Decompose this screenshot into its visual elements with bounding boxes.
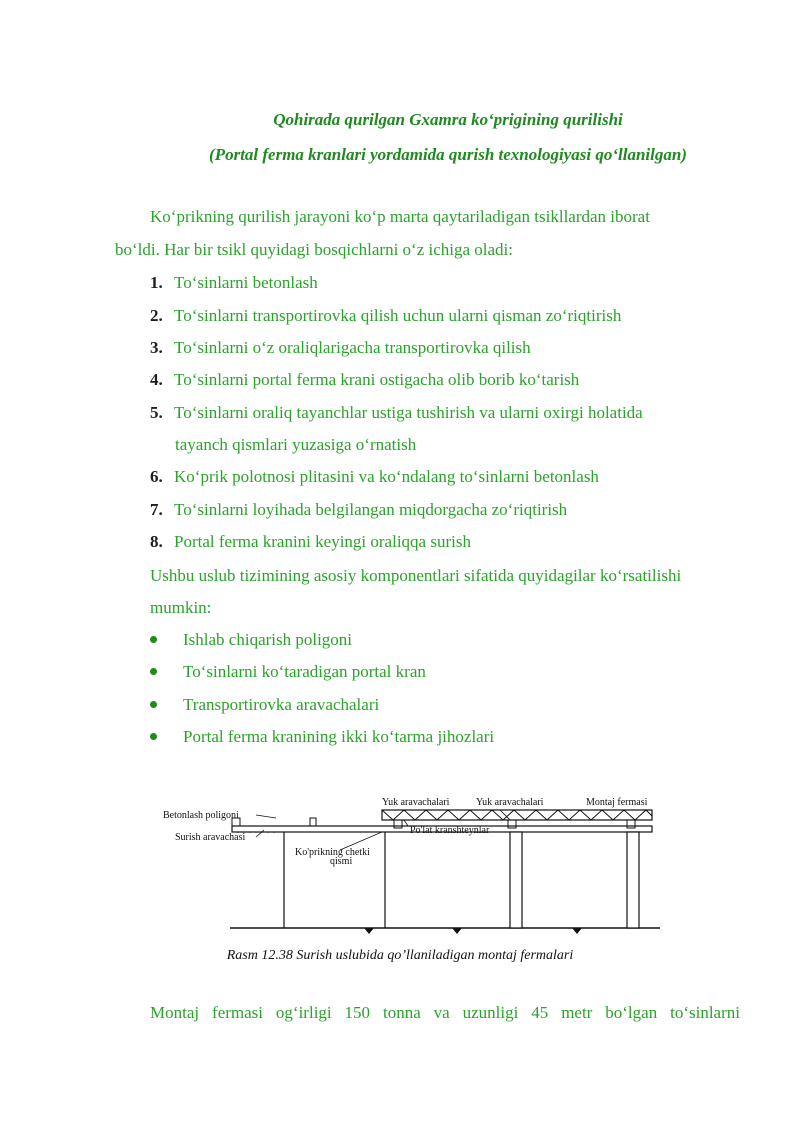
component-list-item xyxy=(150,630,352,650)
step-number: 8. xyxy=(150,532,163,551)
label-koprik-chetki-1: Ko'prikning chetki xyxy=(295,847,370,858)
ground-marker xyxy=(364,928,374,934)
step-item xyxy=(150,306,621,326)
component-list-item xyxy=(150,695,379,715)
step-item xyxy=(150,338,531,358)
figure-caption: Rasm 12.38 Surish uslubida qo’llaniladigan montaj fermalari xyxy=(226,948,574,963)
bridge-launching-figure xyxy=(150,790,670,940)
document-title: Qohirada qurilgan Gxamra ko‘prigining qurilishi xyxy=(273,110,623,129)
step-text: To‘sinlarni transportirovka qilish uchun ularni qisman zo‘riqtirish xyxy=(174,306,622,325)
label-koprik-chetki-2: qismi xyxy=(330,856,353,867)
ground-marker xyxy=(572,928,582,934)
step-text: To‘sinlarni oraliq tayanchlar ustiga tushirish va ularni oxirgi holatida xyxy=(174,403,643,422)
label-montaj-fermasi: Montaj fermasi xyxy=(586,797,648,808)
step-item xyxy=(150,403,643,423)
step-item xyxy=(150,273,318,293)
intro-paragraph-line2: bo‘ldi. Har bir tsikl quyidagi bosqichlarni o‘z ichiga oladi: xyxy=(115,240,513,259)
continuation-paragraph: Montaj fermasi og‘irligi 150 tonna va uzunligi 45 metr bo‘lgan to‘sinlarni xyxy=(150,1003,740,1022)
pier xyxy=(510,832,522,928)
step-item xyxy=(150,500,567,520)
leader-line xyxy=(256,815,276,818)
step-item xyxy=(150,532,471,552)
step-text: Portal ferma kranini keyingi oraliqqa surish xyxy=(174,532,471,551)
bullet-icon xyxy=(150,733,157,740)
component-text: Portal ferma kranining ikki ko‘tarma jihozlari xyxy=(183,727,495,746)
step-number: 5. xyxy=(150,403,163,422)
step-text: To‘sinlarni betonlash xyxy=(174,273,318,292)
component-list-item xyxy=(150,662,426,682)
step-number: 3. xyxy=(150,338,163,357)
step-number: 4. xyxy=(150,370,163,389)
label-yuk-aravachalari-1: Yuk aravachalari xyxy=(382,797,450,808)
pier xyxy=(627,832,639,928)
bullet-icon xyxy=(150,668,157,675)
bullet-icon xyxy=(150,636,157,643)
step-text-continuation: tayanch qismlari yuzasiga o‘rnatish xyxy=(175,435,417,454)
ground-marker xyxy=(452,928,462,934)
label-polat-kranshteynlar: Po'lat kranshteynlar xyxy=(410,825,490,836)
label-betonlash-poligoni: Betonlash poligoni xyxy=(163,810,239,821)
step-number: 7. xyxy=(150,500,163,519)
label-yuk-aravachalari-2: Yuk aravachalari xyxy=(476,797,544,808)
leader-line xyxy=(404,820,408,826)
step-text: Ko‘prik polotnosi plitasini va ko‘ndalang to‘sinlarni betonlash xyxy=(174,467,599,486)
step-text: To‘sinlarni loyihada belgilangan miqdorgacha zo‘riqtirish xyxy=(174,500,568,519)
component-list-item xyxy=(150,727,494,747)
components-intro-line2: mumkin: xyxy=(150,598,212,617)
truss-diagonals xyxy=(382,810,652,820)
step-number: 2. xyxy=(150,306,163,325)
intro-paragraph-line1: Ko‘prikning qurilish jarayoni ko‘p marta qaytariladigan tsikllardan iborat xyxy=(150,207,650,226)
document-subtitle: (Portal ferma kranlari yordamida qurish texnologiyasi qo‘llanilgan) xyxy=(209,145,687,164)
bullet-icon xyxy=(150,701,157,708)
step-number: 1. xyxy=(150,273,163,292)
step-number: 6. xyxy=(150,467,163,486)
component-text: Transportirovka aravachalari xyxy=(183,695,380,714)
label-surish-aravachasi: Surish aravachasi xyxy=(175,832,246,843)
step-text: To‘sinlarni o‘z oraliqlarigacha transportirovka qilish xyxy=(174,338,531,357)
step-item xyxy=(150,370,579,390)
step-item xyxy=(150,467,599,487)
component-text: To‘sinlarni ko‘taradigan portal kran xyxy=(183,662,426,681)
components-intro-line1: Ushbu uslub tizimining asosiy komponentlari sifatida quyidagilar ko‘rsatilishi xyxy=(150,566,682,585)
step-text: To‘sinlarni portal ferma krani ostigacha olib borib ko‘tarish xyxy=(174,370,580,389)
component-text: Ishlab chiqarish poligoni xyxy=(183,630,353,649)
